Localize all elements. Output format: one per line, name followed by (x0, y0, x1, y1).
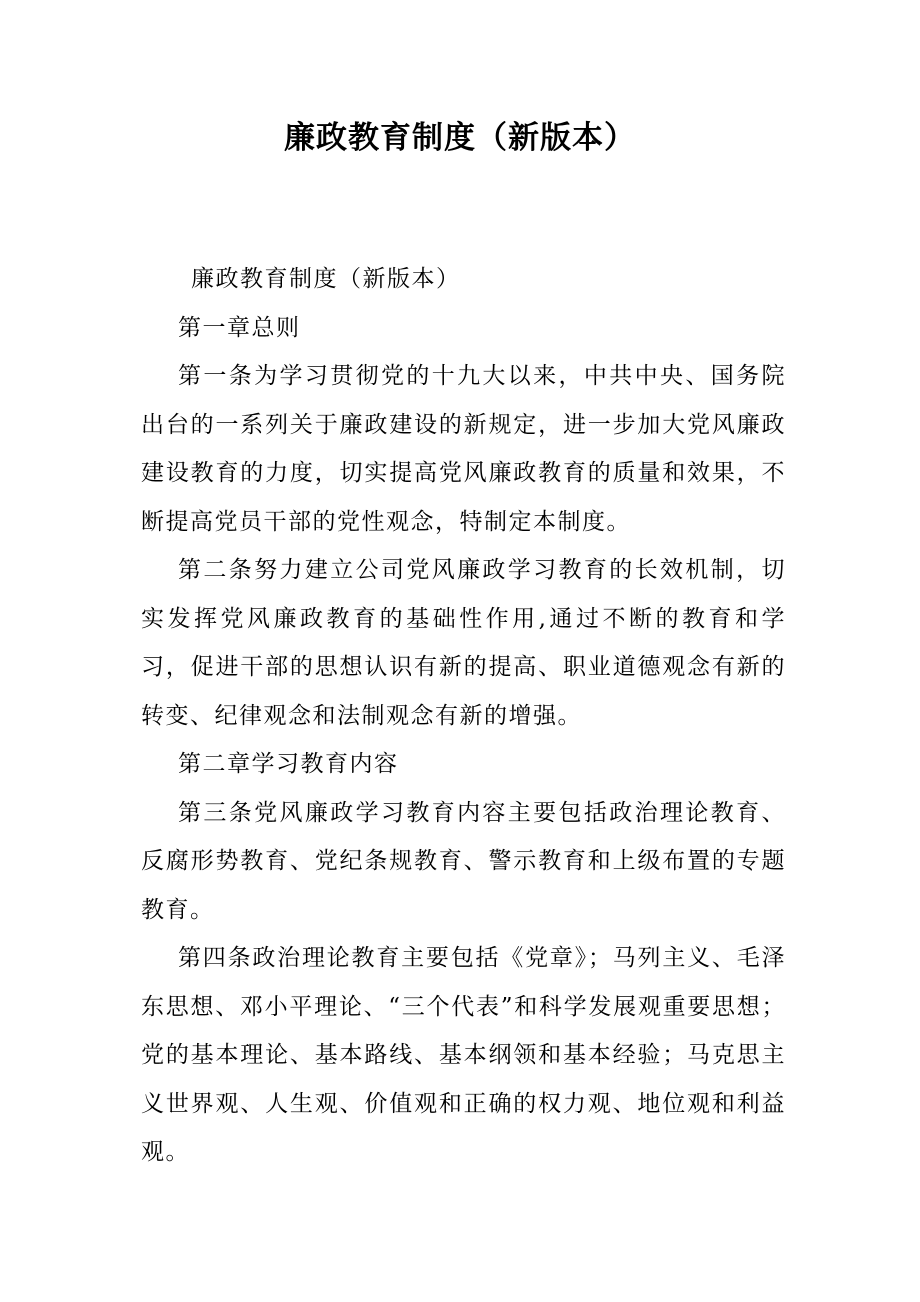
chapter-heading: 第一章总则 (178, 314, 301, 341)
article-paragraph: 第三条党风廉政学习教育内容主要包括政治理论教育、反腐形势教育、党纪条规教育、警示教育和上级布置的专题教育。 (141, 799, 786, 923)
document-subtitle: 廉政教育制度（新版本） (191, 266, 461, 292)
document-title: 廉政教育制度（新版本） (284, 120, 636, 156)
article-paragraph: 第一条为学习贯彻党的十九大以来，中共中央、国务院出台的一系列关于廉政建设的新规定，进一步加大党风廉政建设教育的力度，切实提高党风廉政教育的质量和效果，不断提高党员干部的党性观念，特制定本制度。 (141, 363, 786, 535)
article-paragraph: 第二条努力建立公司党风廉政学习教育的长效机制，切实发挥党风廉政教育的基础性作用,通过不断的教育和学习，促进干部的思想认识有新的提高、职业道德观念有新的转变、纪律观念和法制观念有新的增强。 (141, 557, 786, 729)
chapter-heading: 第二章学习教育内容 (178, 751, 399, 777)
article-paragraph: 第四条政治理论教育主要包括《党章》；马列主义、毛泽东思想、邓小平理论、“三个代表”和科学发展观重要思想；党的基本理论、基本路线、基本纲领和基本经验；马克思主义世界观、人生观、价值观和正确的权力观、地位观和利益观。 (141, 945, 786, 1165)
document-body (141, 255, 786, 1177)
